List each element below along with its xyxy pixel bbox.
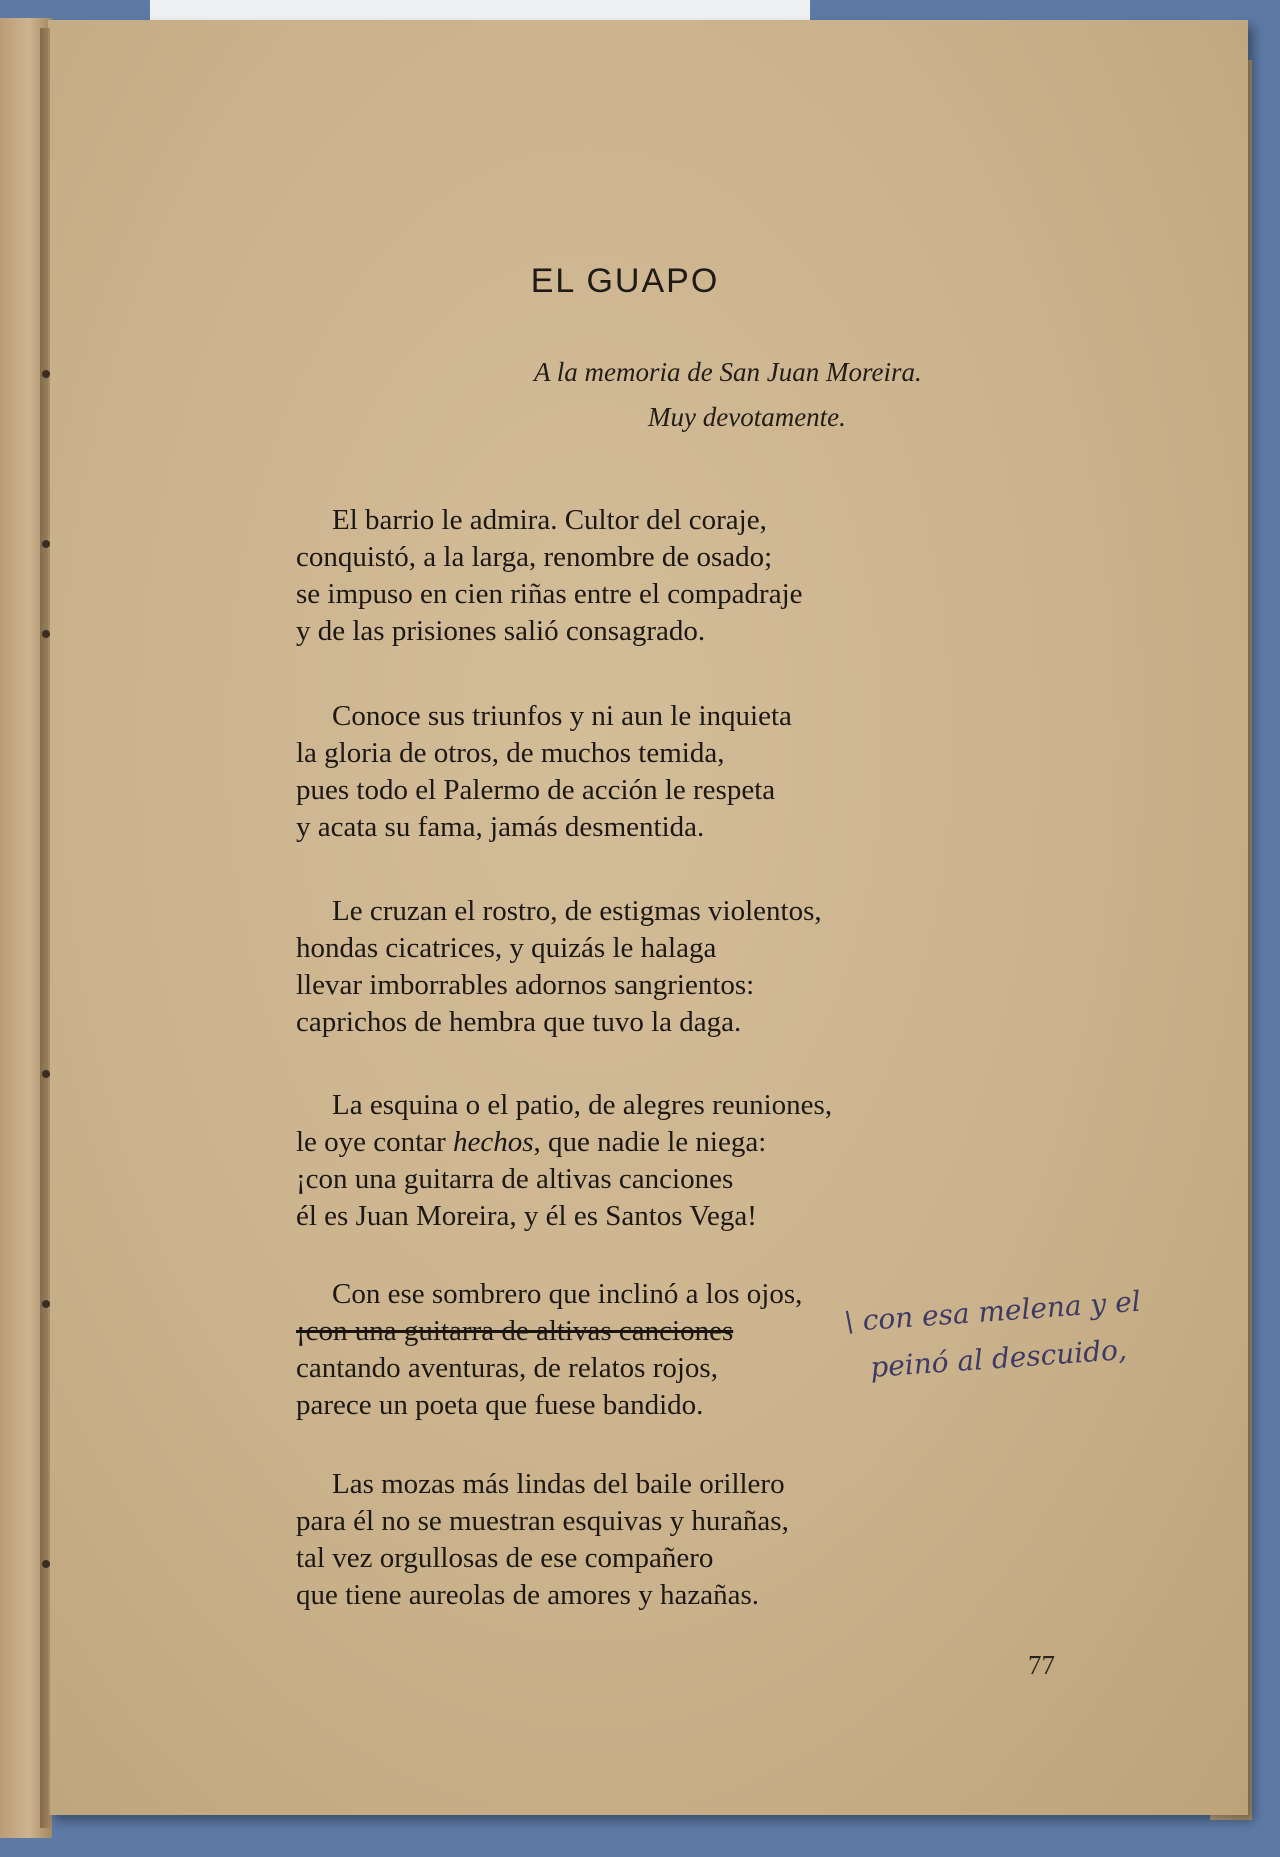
handwritten-annotation: \ con esa melena y el [843, 1284, 1142, 1339]
verse-line: conquistó, a la larga, renombre de osado; [296, 541, 773, 573]
verse-line: parece un poeta que fuese bandido. [296, 1389, 704, 1421]
dedication-line: Muy devotamente. [648, 402, 846, 432]
verse-line: pues todo el Palermo de acción le respeta [296, 774, 776, 806]
verse-italic-word: hechos [453, 1126, 534, 1158]
verse-line: Con ese sombrero que inclinó a los ojos, [332, 1278, 803, 1310]
page-number: 77 [1028, 1650, 1055, 1680]
verse-line: caprichos de hembra que tuvo la daga. [296, 1006, 742, 1038]
handwritten-annotation: peinó al descuido, [869, 1333, 1128, 1384]
stanza [296, 1466, 789, 1614]
poem-title: EL GUAPO [530, 262, 720, 300]
verse-line: la gloria de otros, de muchos temida, [296, 737, 725, 769]
verse-line: para él no se muestran esquivas y hurañas, [296, 1505, 789, 1537]
verse-line: Le cruzan el rostro, de estigmas violentos, [332, 895, 822, 927]
struck-verse-line: ¡con una guitarra de altivas canciones [296, 1315, 734, 1347]
verse-line: tal vez orgullosas de ese compañero [296, 1542, 714, 1574]
verse-line [296, 1124, 832, 1161]
stanza [296, 1276, 802, 1424]
verse-line: él es Juan Moreira, y él es Santos Vega! [296, 1200, 757, 1232]
binding-hole [42, 540, 50, 548]
verse-line: ¡con una guitarra de altivas canciones [296, 1163, 734, 1195]
verse-line: El barrio le admira. Cultor del coraje, [332, 504, 767, 536]
binding-hole [42, 370, 50, 378]
stanza [296, 698, 792, 846]
binding-hole [42, 1300, 50, 1308]
verse-line: hondas cicatrices, y quizás le halaga [296, 932, 717, 964]
verse-line: y acata su fama, jamás desmentida. [296, 811, 705, 843]
stanza [296, 502, 803, 650]
verse-line: y de las prisiones salió consagrado. [296, 615, 706, 647]
binding-hole [42, 1560, 50, 1568]
verse-line: Las mozas más lindas del baile orillero [332, 1468, 785, 1500]
verse-line: La esquina o el patio, de alegres reuniones, [332, 1089, 833, 1121]
verse-line: cantando aventuras, de relatos rojos, [296, 1352, 718, 1384]
verse-line: llevar imborrables adornos sangrientos: [296, 969, 755, 1001]
verse-fragment: , que nadie le niega: [533, 1126, 767, 1158]
verse-line: que tiene aureolas de amores y hazañas. [296, 1579, 759, 1611]
verse-line: se impuso en cien riñas entre el compadraje [296, 578, 803, 610]
verse-fragment: le oye contar [296, 1126, 454, 1158]
binding-hole [42, 630, 50, 638]
stanza [296, 893, 822, 1041]
verse-line: Conoce sus triunfos y ni aun le inquieta [332, 700, 792, 732]
stanza [296, 1087, 832, 1235]
binding-hole [42, 1070, 50, 1078]
dedication-line: A la memoria de San Juan Moreira. [534, 357, 922, 387]
